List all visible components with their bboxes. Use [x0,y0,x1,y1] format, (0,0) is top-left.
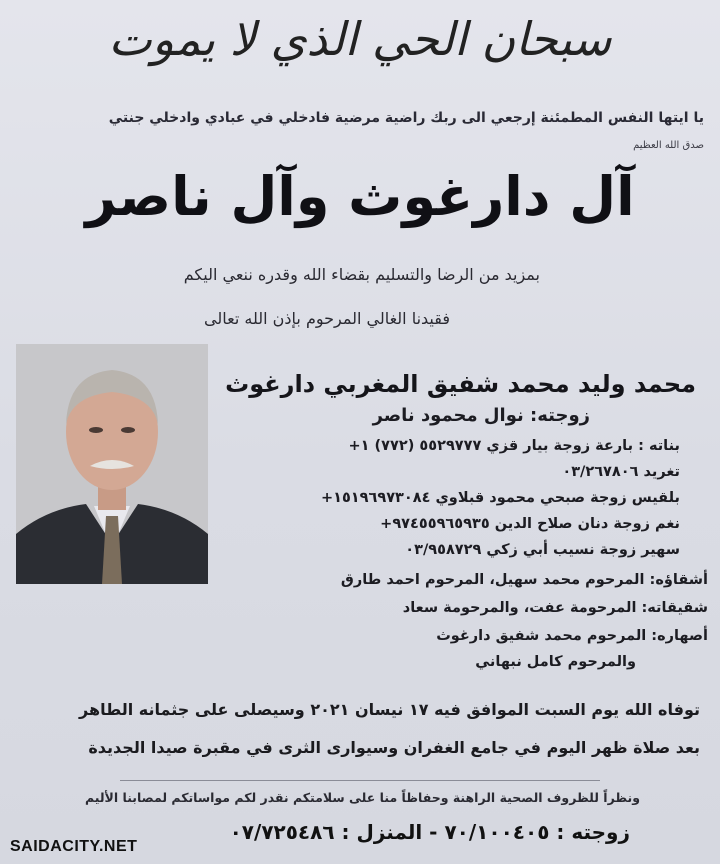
family-title: آل دارغوث وآل ناصر [85,165,635,228]
portrait-image [16,344,208,584]
relative-line: والمرحوم كامل نبهاني [475,654,636,670]
relative-line: بناته : بارعة زوجة بيار قزي ٥٥٢٩٧٧٧ (٧٧٢) ١+ [348,438,680,454]
relative-line: بلقيس زوجة صبحي محمود قبلاوي ١٥١٩٦٩٧٣٠٨٤+ [320,490,680,506]
deceased-photo [16,344,208,584]
intro-line-1: بمزيد من الرضا والتسليم بقضاء الله وقدره ننعي اليكم [183,265,540,284]
relative-line: أشقاؤه: المرحوم محمد سهيل، المرحوم احمد طارق [340,572,708,588]
calligraphy-header: سبحان الحي الذي لا يموت [108,12,612,66]
verse-source: صدق الله العظيم [633,140,704,151]
quran-verse: يا ايتها النفس المطمئنة إرجعي الى ربك راضية مرضية فادخلي في عبادي وادخلي جنتي [108,110,704,126]
death-notice: توفاه الله يوم السبت الموافق فيه ١٧ نيسان ٢٠٢١ وسيصلى على جثمانه الطاهر [79,700,700,719]
wife-line: زوجته: نوال محمود ناصر [372,405,590,426]
contact-numbers: زوجته : ٧٠/١٠٠٤٠٥ - المنزل : ٠٧/٧٢٥٤٨٦ [229,820,630,844]
relative-line: شقيقاته: المرحومة عفت، والمرحومة سعاد [402,600,708,616]
divider [120,780,600,781]
relative-line: سهير زوجة نسيب أبي زكي ٠٣/٩٥٨٧٢٩ [405,542,680,558]
relative-line: تغريد ٠٣/٢٦٧٨٠٦ [562,464,680,480]
covid-notice: ونظراً للظروف الصحية الراهنة وحفاظاً منا على سلامتكم نقدر لكم مواساتكم لمصابنا الأليم [84,790,640,805]
relative-line: نغم زوجة دنان صلاح الدين ٩٧٤٥٥٩٦٥٩٣٥+ [380,516,680,532]
site-watermark: SAIDACITY.NET [10,838,138,855]
relative-line: أصهاره: المرحوم محمد شفيق دارغوث [436,628,708,644]
prayer-notice: بعد صلاة ظهر اليوم في جامع الغفران وسيوارى الثرى في مقبرة صيدا الجديدة [88,738,700,757]
deceased-name: محمد وليد محمد شفيق المغربي دارغوث [225,370,696,398]
intro-line-2: فقيدنا الغالي المرحوم بإذن الله تعالى [204,309,450,328]
